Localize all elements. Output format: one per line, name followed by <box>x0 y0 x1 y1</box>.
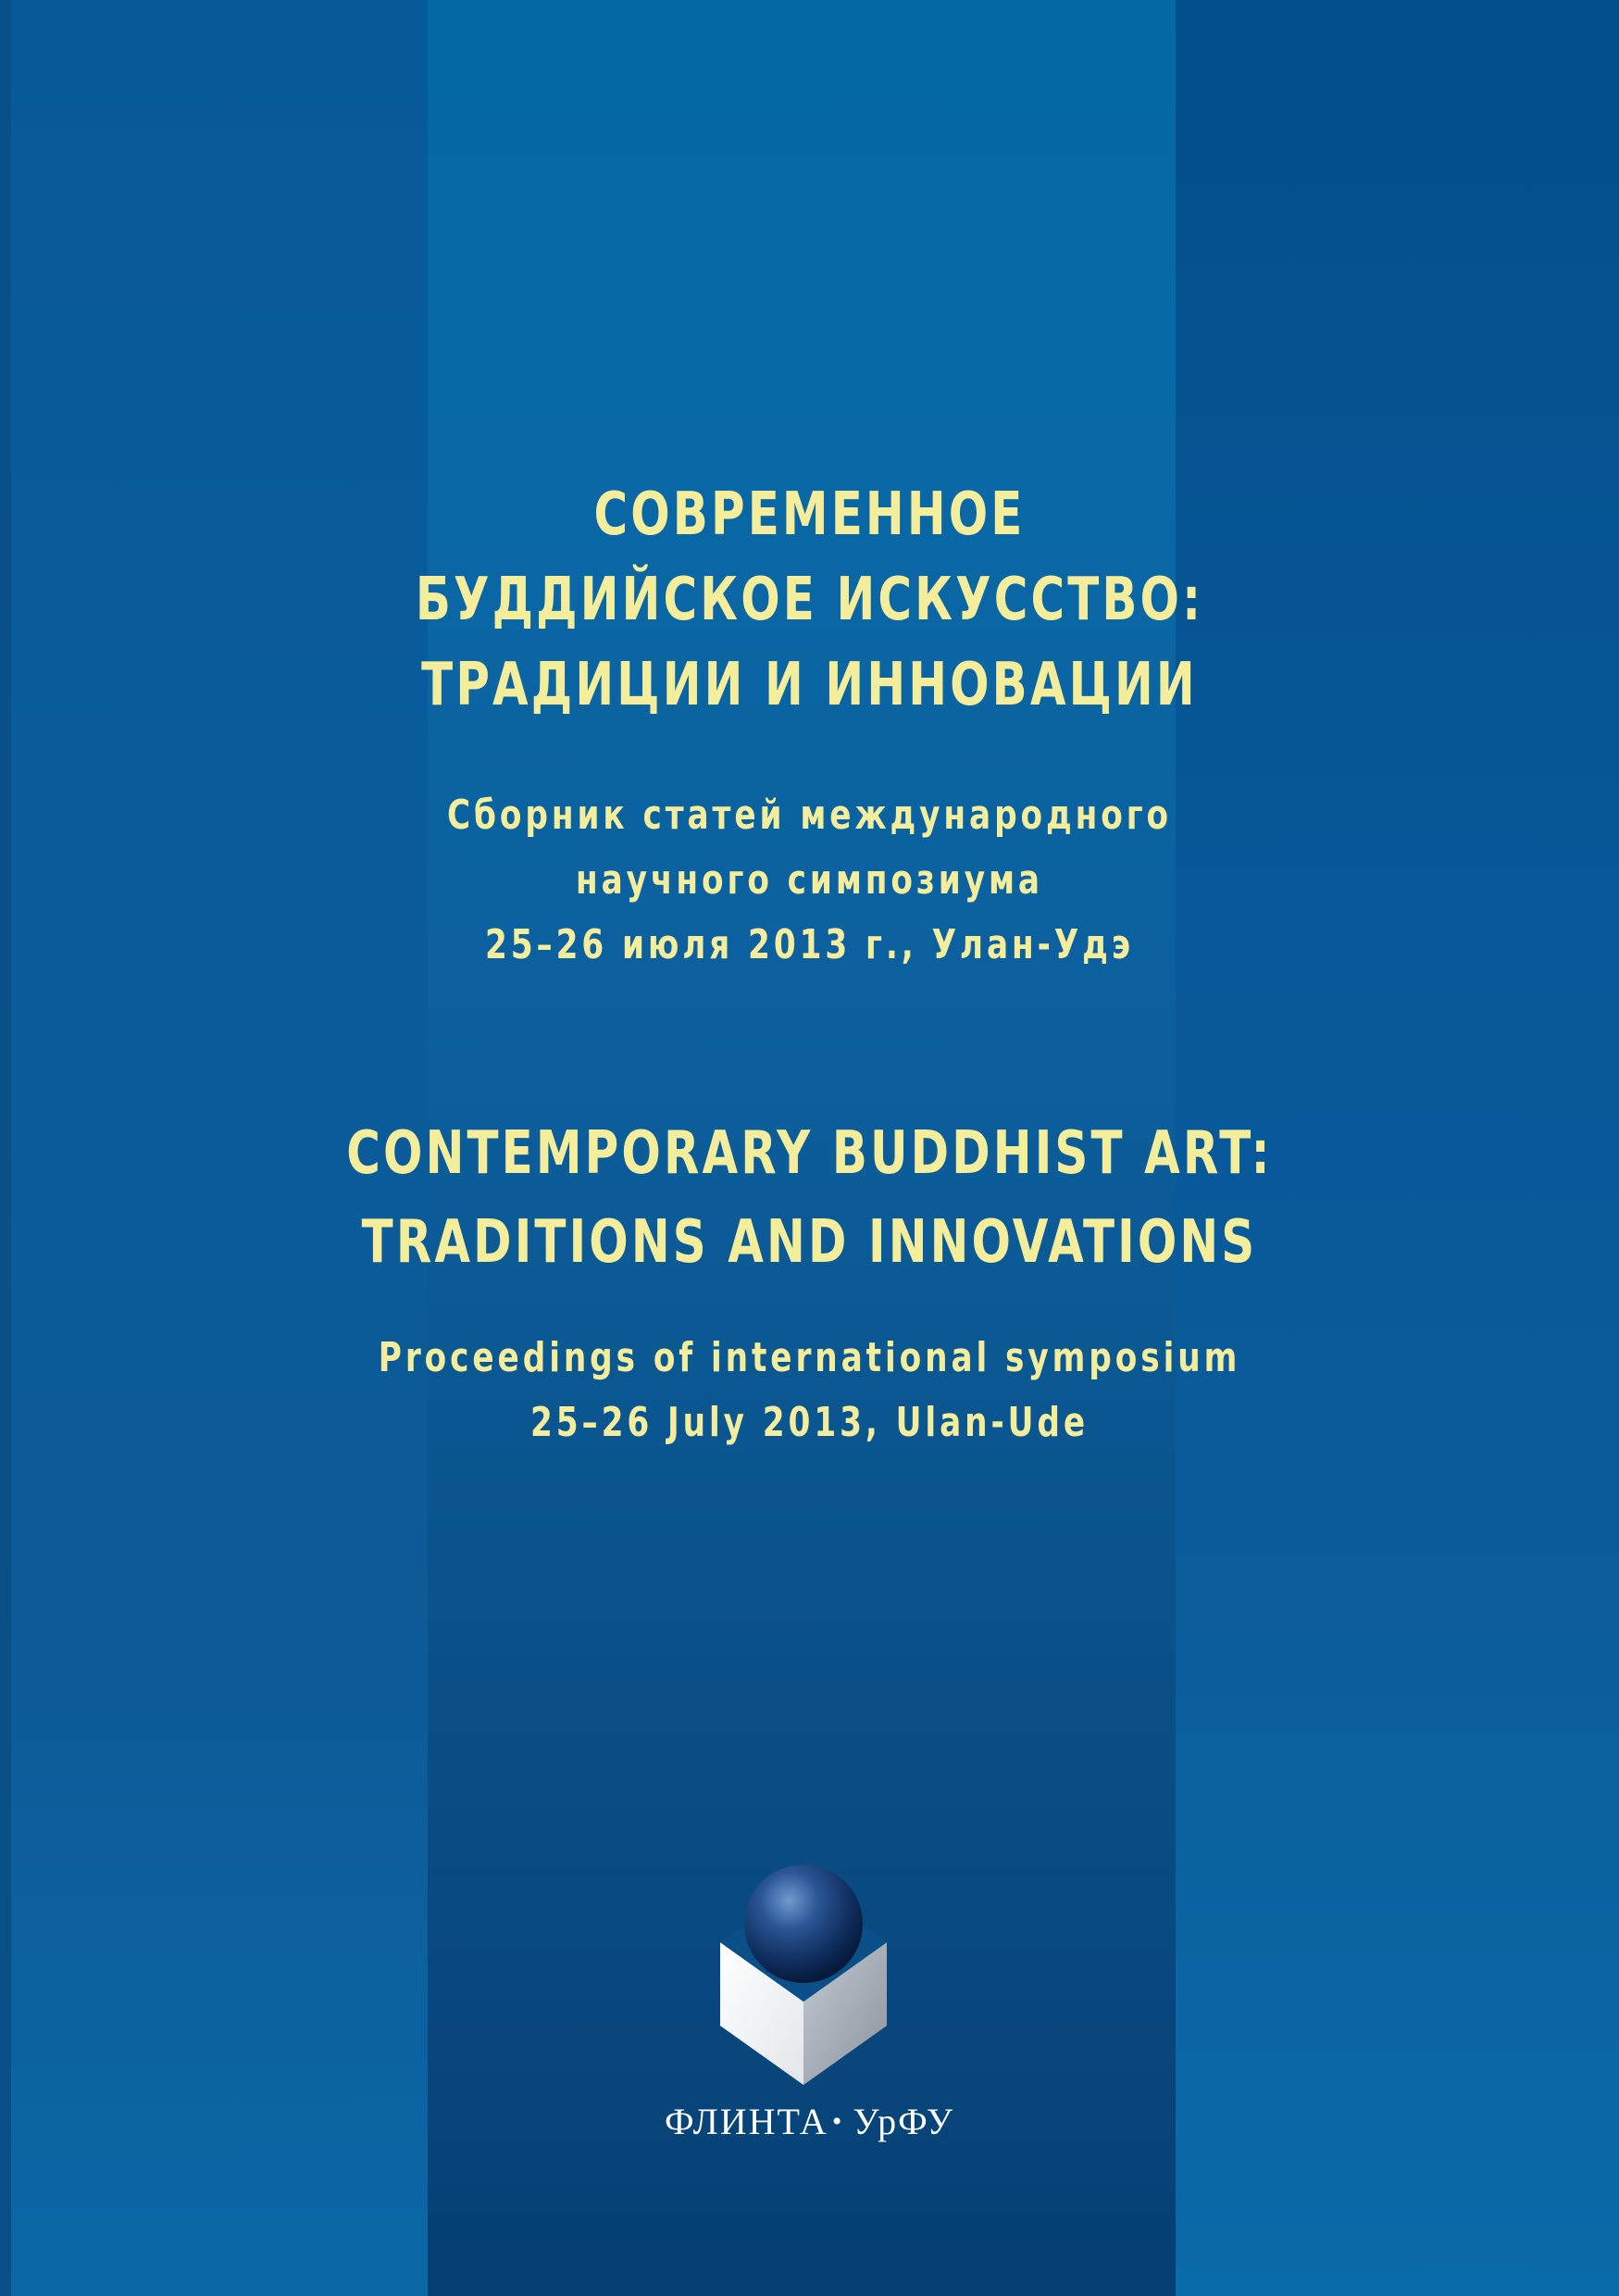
english-title <box>178 1109 1440 1287</box>
russian-title-line: БУДДИЙСКОЕ ИСКУССТВО: <box>415 566 1204 634</box>
russian-subtitle-line: 25–26 июля 2013 г., Улан-Удэ <box>484 921 1135 968</box>
russian-subtitle-line: научного симпозиума <box>576 856 1043 904</box>
english-subtitle <box>178 1326 1440 1455</box>
publisher-logo-icon <box>713 1861 898 2092</box>
publisher-name-flinta: ФЛИНТА <box>664 2101 828 2142</box>
publisher-name-urfu: УрФУ <box>853 2101 955 2142</box>
russian-subtitle-line: Сборник статей международного <box>446 792 1173 839</box>
publisher-line <box>0 2100 1619 2143</box>
russian-title <box>178 472 1440 728</box>
english-subtitle-line: 25–26 July 2013, Ulan-Ude <box>529 1399 1090 1446</box>
russian-title-line: ТРАДИЦИИ И ИННОВАЦИИ <box>421 651 1198 719</box>
russian-title-line: СОВРЕМЕННОЕ <box>593 480 1026 549</box>
publisher-separator: • <box>831 2106 844 2137</box>
english-subtitle-line: Proceedings of international symposium <box>378 1334 1241 1381</box>
english-title-line: TRADITIONS AND INNOVATIONS <box>361 1208 1258 1277</box>
english-title-line: CONTEMPORARY BUDDHIST ART: <box>346 1119 1273 1188</box>
logo-sphere <box>744 1865 863 1983</box>
cover-edge-stripe <box>0 0 11 2296</box>
russian-subtitle <box>178 783 1440 978</box>
